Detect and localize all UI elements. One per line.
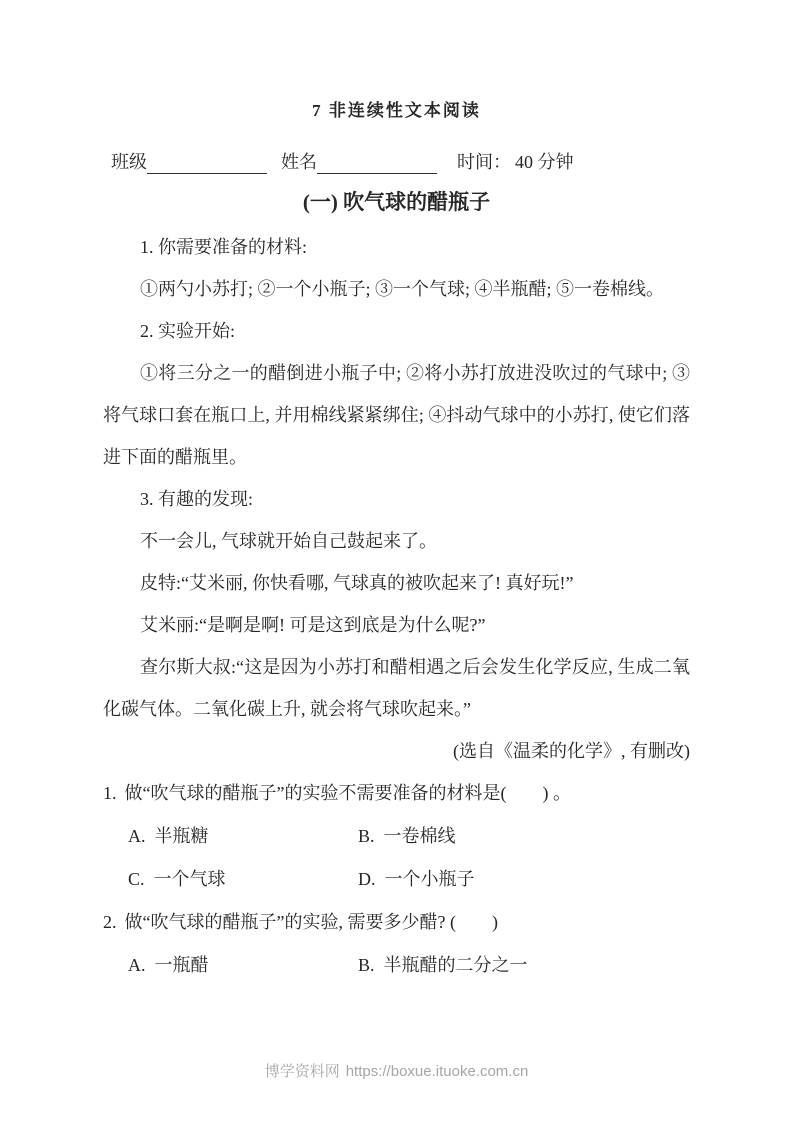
time-field bbox=[457, 150, 574, 174]
time-label: 时间： bbox=[457, 152, 511, 172]
class-label: 班级 bbox=[111, 152, 147, 172]
class-blank bbox=[147, 153, 267, 174]
option-1b: B. 一卷棉线 bbox=[358, 826, 456, 846]
question-1 bbox=[103, 772, 690, 815]
passage-paragraph: ①两勺小苏打; ②一个小瓶子; ③一个气球; ④半瓶醋; ⑤一卷棉线。 bbox=[140, 279, 665, 299]
option-2a: A. 一瓶醋 bbox=[128, 955, 209, 975]
student-info-row bbox=[103, 150, 690, 174]
passage-paragraph: 3. 有趣的发现: bbox=[140, 489, 254, 509]
passage-paragraph: ①将三分之一的醋倒进小瓶子中; ②将小苏打放进没吹过的气球中; ③将气球口套在瓶口上, 并用棉线紧紧绑住; ④抖动气球中的小苏打, 使它们落进下面的醋瓶里。 bbox=[103, 363, 690, 467]
name-blank bbox=[317, 153, 437, 174]
time-value: 40 分钟 bbox=[515, 152, 574, 172]
passage-paragraph: 查尔斯大叔:“这是因为小苏打和醋相遇之后会发生化学反应, 生成二氧化碳气体。二氧化碳上升, 就会将气球吹起来。” bbox=[103, 657, 690, 719]
source-attribution: (选自《温柔的化学》, 有删改) bbox=[453, 741, 690, 761]
passage-paragraph: 艾米丽:“是啊是啊! 可是这到底是为什么呢?” bbox=[140, 615, 486, 635]
question-1-text: 做“吹气球的醋瓶子”的实验不需要准备的材料是( ) 。 bbox=[124, 783, 571, 803]
name-field bbox=[281, 150, 437, 174]
name-label: 姓名 bbox=[281, 152, 317, 172]
option-1c: C. 一个气球 bbox=[128, 869, 226, 889]
section-title: (一) 吹气球的醋瓶子 bbox=[302, 190, 491, 214]
footer-watermark bbox=[0, 1062, 793, 1082]
option-1d: D. 一个小瓶子 bbox=[358, 869, 475, 889]
passage-paragraph: 1. 你需要准备的材料: bbox=[140, 237, 308, 257]
question-1-options-row-2 bbox=[103, 858, 690, 901]
question-2-number: 2. bbox=[103, 912, 117, 932]
question-2 bbox=[103, 901, 690, 944]
class-field bbox=[111, 150, 267, 174]
option-1a: A. 半瓶糖 bbox=[128, 826, 209, 846]
footer-site-name: 博学资料网 bbox=[264, 1063, 340, 1080]
question-section bbox=[103, 772, 690, 987]
doc-title: 7 非连续性文本阅读 bbox=[312, 101, 481, 120]
question-1-number: 1. bbox=[103, 783, 117, 803]
reading-passage bbox=[103, 226, 690, 772]
footer-site-url: https://boxue.ituoke.com.cn bbox=[345, 1063, 529, 1080]
question-2-text: 做“吹气球的醋瓶子”的实验, 需要多少醋? ( ) bbox=[124, 912, 498, 932]
question-1-options-row-1 bbox=[103, 815, 690, 858]
passage-paragraph: 2. 实验开始: bbox=[140, 321, 236, 341]
question-2-options-row-1 bbox=[103, 944, 690, 987]
passage-paragraph: 皮特:“艾米丽, 你快看哪, 气球真的被吹起来了! 真好玩!” bbox=[140, 573, 574, 593]
option-2b: B. 半瓶醋的二分之一 bbox=[358, 955, 528, 975]
passage-paragraph: 不一会儿, 气球就开始自己鼓起来了。 bbox=[140, 531, 437, 551]
